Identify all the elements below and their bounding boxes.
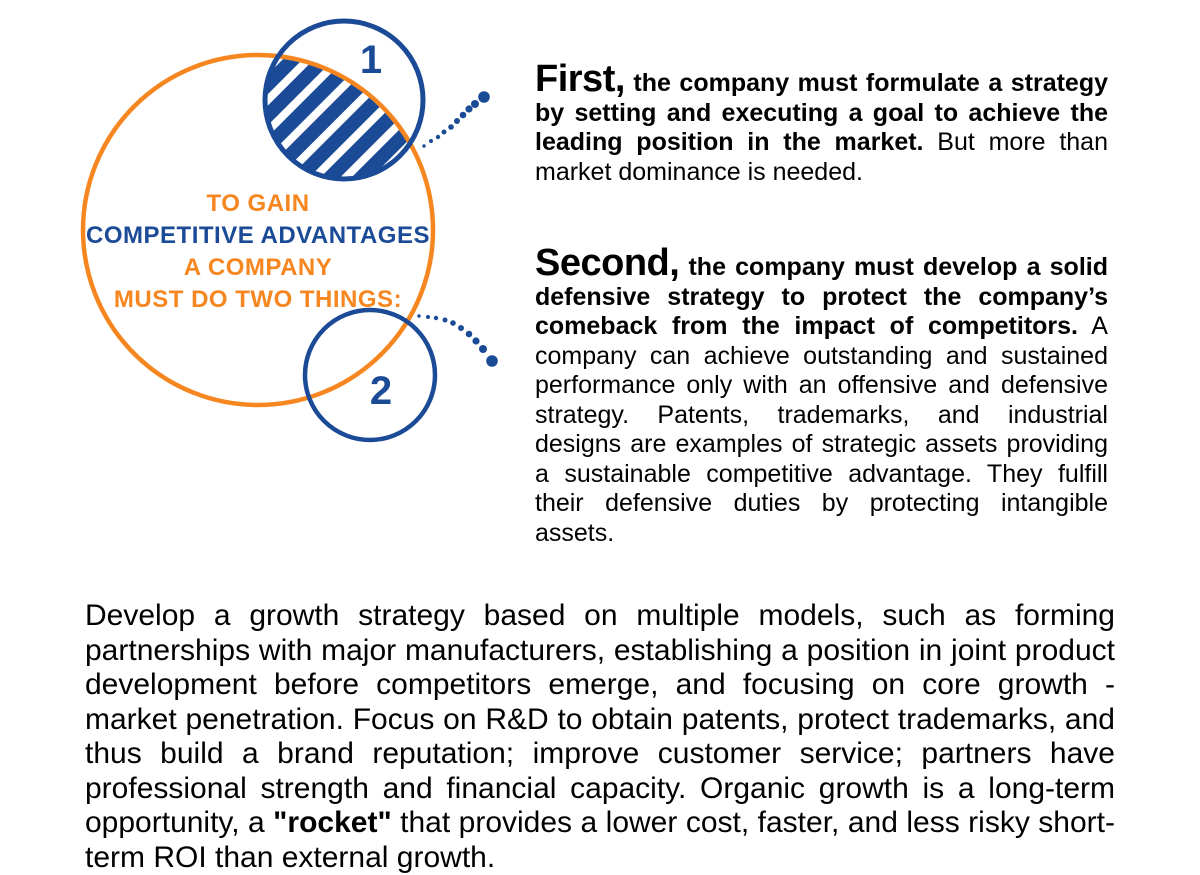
second-lead: Second, [535, 242, 680, 284]
second-regular-text: A company can achieve outstanding and sustained performance only with an offensive and defensive strategy. Patents, trademarks, and industrial designs are examples of strategic assets providing a sustainable competitive advantage. They fulfill their defensive duties by protecting intangible assets. [535, 312, 1108, 547]
dotted-connector-2 [417, 314, 498, 367]
first-lead: First, [535, 58, 625, 100]
first-bold-text: the company must formulate a strategy by setting and executing a goal to achieve the leading position in the market. [535, 69, 1108, 156]
center-line-3: A COMPANY [183, 254, 333, 281]
first-regular-text: But more than market dominance is needed. [535, 128, 1108, 186]
first-paragraph [535, 60, 1108, 187]
footer-rocket-bold: "rocket" [273, 806, 392, 839]
badge-1-number: 1 [359, 38, 383, 82]
second-paragraph [535, 244, 1108, 548]
second-bold-text: the company must develop a solid defensive strategy to protect the company’s comeback from the impact of competitors. [535, 253, 1108, 340]
center-line-2: COMPETITIVE ADVANTAGES [86, 222, 430, 249]
badge-2-number: 2 [369, 369, 393, 413]
footer-text-start: Develop a growth strategy based on multiple models, such as forming partnerships with major manufacturers, establishing a position in joint product development before competitors emerge, and focusing on core growth - market penetration. Focus on R&D to obtain patents, protect trademarks, and thus build a brand reputation; improve customer service; partners have professional strength and financial capacity. Organic growth is a long-term opportunity, a [85, 599, 1115, 839]
footer-paragraph [85, 599, 1115, 875]
center-statement [58, 188, 458, 316]
center-line-4: MUST DO TWO THINGS: [113, 286, 403, 313]
footer-text-end: that provides a lower cost, faster, and less risky short-term ROI than external growth. [85, 806, 1115, 874]
dotted-connector-1 [422, 91, 490, 148]
center-line-1: TO GAIN [206, 190, 310, 217]
